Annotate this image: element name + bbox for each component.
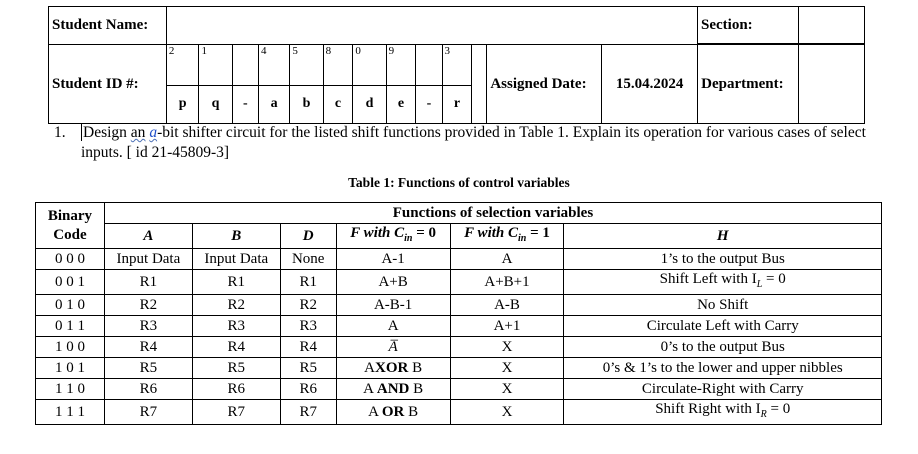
- id-spacer: [472, 85, 487, 123]
- cell-a: R1: [104, 270, 192, 295]
- table-row: [36, 358, 882, 379]
- cell-code: 1 0 0: [36, 337, 105, 358]
- cell-code: 0 1 0: [36, 295, 105, 316]
- cell-b: R5: [192, 358, 280, 379]
- id-digit: [232, 45, 258, 85]
- cell-d: R5: [280, 358, 336, 379]
- cell-h: 1’s to the output Bus: [564, 249, 882, 270]
- col-f0-tail: = 0: [412, 225, 437, 241]
- cell-h: 0’s & 1’s to the lower and upper nibbles: [564, 358, 882, 379]
- cell-b: R3: [192, 316, 280, 337]
- cell-h: No Shift: [564, 295, 882, 316]
- table-row: [36, 337, 882, 358]
- cell-a: R6: [104, 379, 192, 400]
- cell-b: R7: [192, 400, 280, 425]
- cell-h: Circulate Left with Carry: [564, 316, 882, 337]
- id-digit: [416, 45, 442, 85]
- question-var-a: a: [149, 124, 158, 141]
- cell-h-sub: L: [756, 279, 763, 290]
- cell-f0: A+B: [336, 270, 450, 295]
- cell-f0-a: A: [364, 360, 375, 376]
- cell-f0: [336, 358, 450, 379]
- id-digit: 3: [442, 45, 472, 85]
- cell-f0-a: A: [363, 381, 377, 397]
- cell-d: R4: [280, 337, 336, 358]
- assigned-date-value: 15.04.2024: [602, 45, 698, 124]
- id-digit: 1: [199, 45, 232, 85]
- functions-group-header: Functions of selection variables: [104, 203, 881, 224]
- table-row: [36, 316, 882, 337]
- cell-code: 1 0 1: [36, 358, 105, 379]
- cell-b: R4: [192, 337, 280, 358]
- id-digit: 9: [386, 45, 416, 85]
- cell-code: 0 0 0: [36, 249, 105, 270]
- question-block: [54, 123, 874, 163]
- cell-f1: A-B: [450, 295, 564, 316]
- cell-f0-op: OR: [381, 404, 405, 420]
- cell-f0-b: B: [404, 404, 419, 420]
- section-label: Section:: [698, 7, 799, 43]
- cell-b: R1: [192, 270, 280, 295]
- section-field[interactable]: [799, 7, 864, 43]
- id-letter: a: [258, 85, 289, 123]
- col-f0-sub: in: [404, 233, 413, 244]
- cell-f0: [336, 400, 450, 425]
- cell-f0-op: XOR: [374, 360, 409, 376]
- cell-code: 1 1 1: [36, 400, 105, 425]
- table-row: [36, 400, 882, 425]
- cell-a: R5: [104, 358, 192, 379]
- section-box: [697, 6, 865, 44]
- table-row: [36, 270, 882, 295]
- cell-a: R4: [104, 337, 192, 358]
- control-functions-table: [35, 202, 882, 425]
- id-digit: 5: [290, 45, 323, 85]
- cell-b: Input Data: [192, 249, 280, 270]
- col-d-header: D: [280, 224, 336, 249]
- cell-a: Input Data: [104, 249, 192, 270]
- binary-code-header: [36, 203, 105, 249]
- id-letter: p: [167, 85, 199, 123]
- cell-f0: A-B-1: [336, 295, 450, 316]
- binary-code-label-2: Code: [53, 226, 87, 243]
- col-f0-header: [336, 224, 450, 249]
- cell-f0-op: AND: [376, 381, 410, 397]
- question-word-design: Design: [83, 124, 127, 141]
- cell-d: R7: [280, 400, 336, 425]
- id-letter: c: [323, 85, 353, 123]
- question-word-an: an: [130, 124, 146, 141]
- cell-f0: A-1: [336, 249, 450, 270]
- cell-h-sub: R: [760, 409, 767, 420]
- cell-f1: X: [450, 379, 564, 400]
- cell-a: R3: [104, 316, 192, 337]
- col-h-header: H: [564, 224, 882, 249]
- cell-code: 1 1 0: [36, 379, 105, 400]
- cell-f1: X: [450, 358, 564, 379]
- table-row: [36, 295, 882, 316]
- cell-f0: A: [336, 316, 450, 337]
- binary-code-label-1: Binary: [47, 207, 93, 224]
- cell-h-tail: = 0: [762, 271, 786, 287]
- cell-f1: X: [450, 400, 564, 425]
- student-id-grid: [166, 45, 487, 124]
- student-id-label: Student ID #:: [49, 45, 167, 124]
- id-letter: -: [232, 85, 258, 123]
- col-f1-sub: in: [518, 233, 527, 244]
- department-label: Department:: [698, 45, 799, 124]
- question-rest: -bit shifter circuit for the listed shift functions provided in Table 1. Explain its operation for various cases of select inputs. [ id 21-45809-3]: [81, 124, 866, 161]
- table-row: [36, 379, 882, 400]
- id-digit: 4: [258, 45, 289, 85]
- cell-h-text: Shift Left with I: [659, 271, 757, 287]
- cell-code: 0 0 1: [36, 270, 105, 295]
- id-letter: q: [199, 85, 232, 123]
- question-number: 1.: [54, 124, 66, 141]
- col-b-header: B: [192, 224, 280, 249]
- cell-d: R6: [280, 379, 336, 400]
- assigned-date-label: Assigned Date:: [487, 45, 602, 124]
- id-letter: r: [442, 85, 472, 123]
- cell-h: [564, 270, 882, 295]
- cell-h: Circulate-Right with Carry: [564, 379, 882, 400]
- cell-b: R2: [192, 295, 280, 316]
- cell-f0: A̅: [336, 337, 450, 358]
- id-letter: d: [353, 85, 386, 123]
- table-caption: Table 1: Functions of control variables: [348, 175, 570, 190]
- id-letter: e: [386, 85, 416, 123]
- cell-d: R2: [280, 295, 336, 316]
- col-f1-text: F with C: [464, 225, 518, 241]
- id-letter: -: [416, 85, 442, 123]
- id-digit: 8: [323, 45, 353, 85]
- student-id-cells: [167, 45, 487, 123]
- cell-code: 0 1 1: [36, 316, 105, 337]
- id-letter: b: [290, 85, 323, 123]
- col-f1-header: [450, 224, 564, 249]
- cell-f0: [336, 379, 450, 400]
- cell-h-tail: = 0: [766, 401, 791, 417]
- id-spacer: [472, 45, 487, 85]
- col-f0-text: F with C: [350, 225, 405, 241]
- cell-b: R6: [192, 379, 280, 400]
- cell-a: R2: [104, 295, 192, 316]
- question-text: [81, 123, 874, 163]
- cell-f1: A+1: [450, 316, 564, 337]
- student-name-label: Student Name:: [49, 7, 167, 45]
- cell-f1: X: [450, 337, 564, 358]
- cell-a: R7: [104, 400, 192, 425]
- table-row: [36, 249, 882, 270]
- id-digit: 0: [353, 45, 386, 85]
- cell-f0-b: B: [408, 360, 423, 376]
- cell-h-text: Shift Right with I: [655, 401, 761, 417]
- cell-f1: A+B+1: [450, 270, 564, 295]
- id-digit: 2: [167, 45, 199, 85]
- cell-f1: A: [450, 249, 564, 270]
- cell-h: 0’s to the output Bus: [564, 337, 882, 358]
- col-f1-tail: = 1: [526, 225, 550, 241]
- cell-d: None: [280, 249, 336, 270]
- cell-f0-a: A: [368, 404, 382, 420]
- cell-d: R3: [280, 316, 336, 337]
- cell-d: R1: [280, 270, 336, 295]
- cell-f0-b: B: [409, 381, 424, 397]
- col-a-header: A: [104, 224, 192, 249]
- cell-h: [564, 400, 882, 425]
- department-field[interactable]: [799, 45, 865, 124]
